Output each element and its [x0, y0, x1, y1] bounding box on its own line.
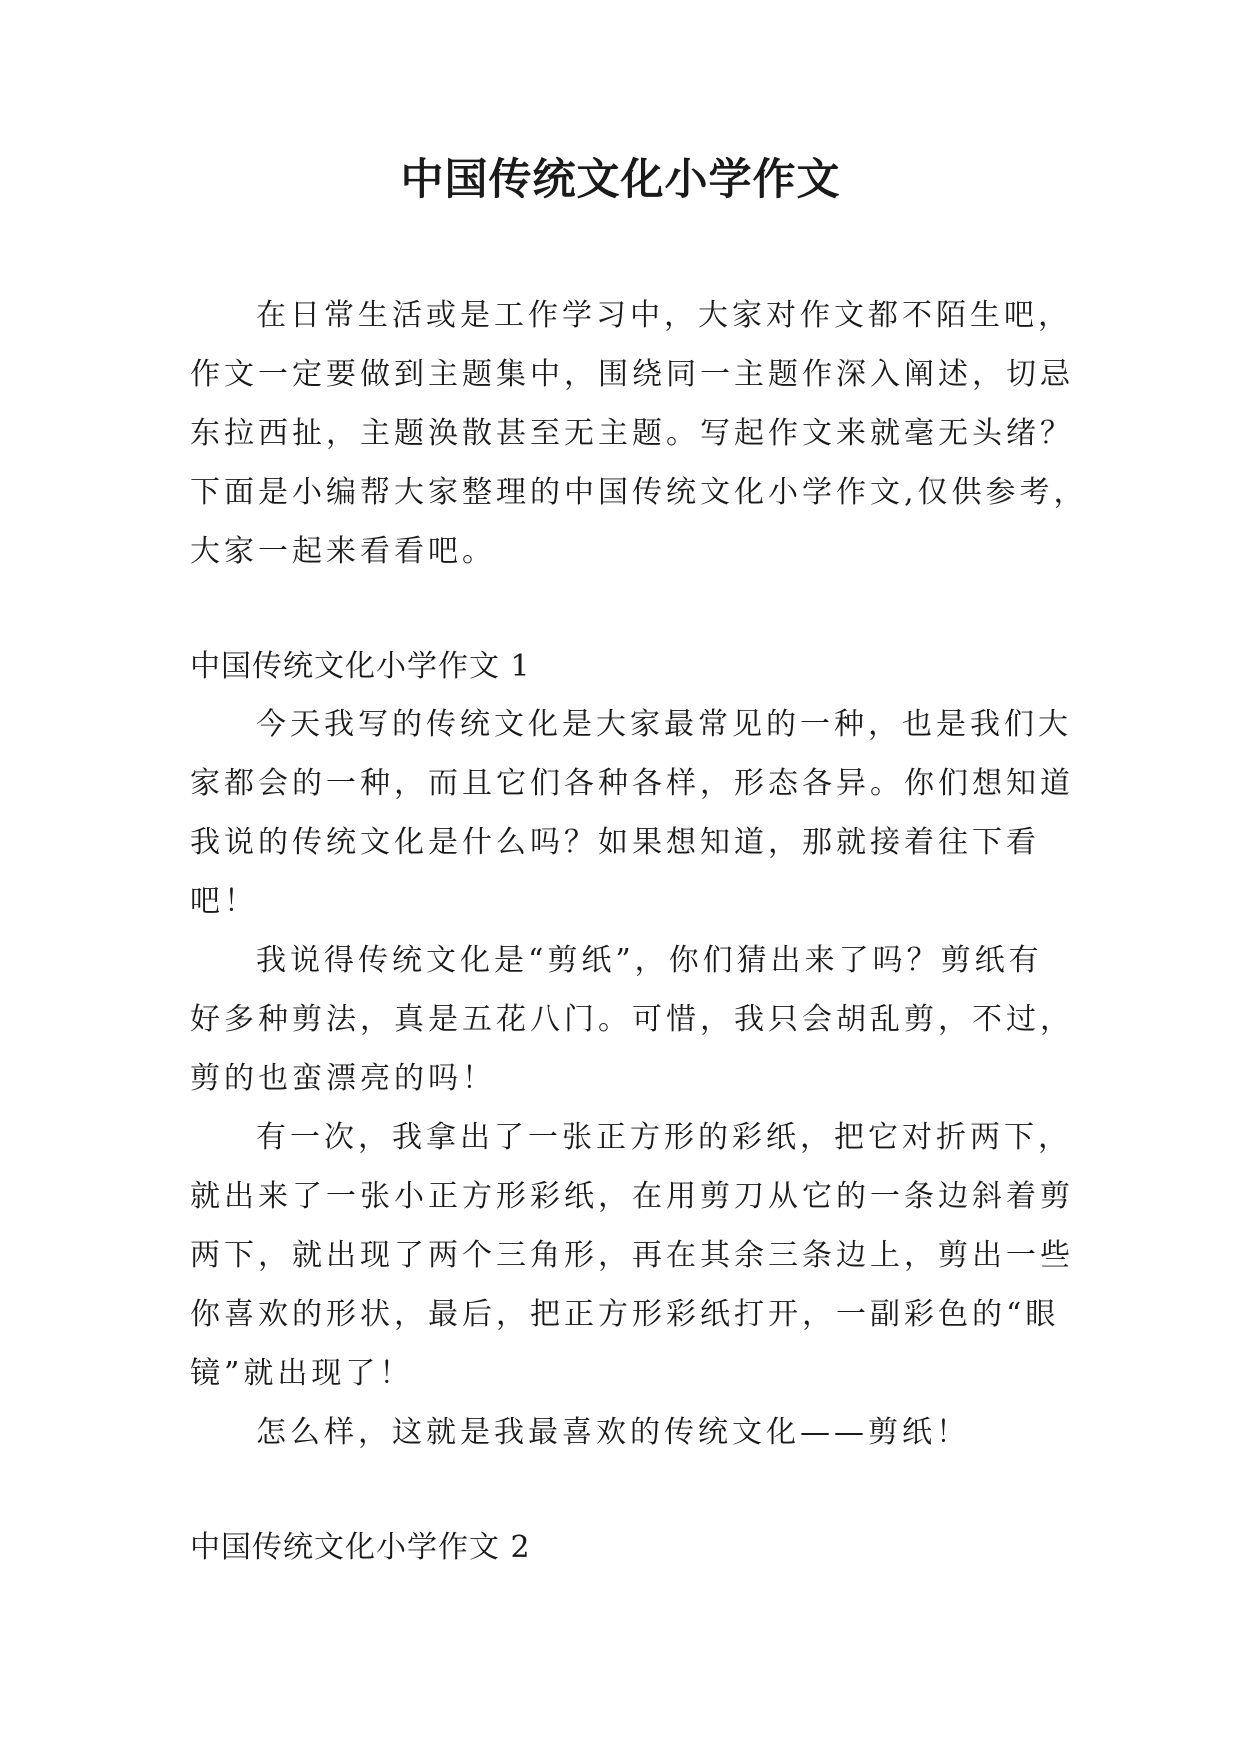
- intro-line: 大家一起来看看吧。: [190, 534, 496, 569]
- essay-1-paragraph-1-line: 今天我写的传统文化是大家最常见的一种，也是我们大: [256, 707, 1072, 742]
- essay-1-paragraph-1-line: 我说的传统文化是什么吗？如果想知道，那就接着往下看: [190, 825, 1040, 860]
- page-title: 中国传统文化小学作文: [400, 155, 841, 205]
- essay-1-paragraph-3-line: 两下，就出现了两个三角形，再在其余三条边上，剪出一些: [190, 1238, 1074, 1273]
- essay-1-paragraph-3-line: 有一次，我拿出了一张正方形的彩纸，把它对折两下，: [256, 1120, 1072, 1155]
- intro-line: 下面是小编帮大家整理的中国传统文化小学作文,仅供参考，: [190, 475, 1088, 510]
- essay-1-paragraph-3-line: 就出来了一张小正方形彩纸，在用剪刀从它的一条边斜着剪: [190, 1179, 1074, 1214]
- essay-2-heading: 中国传统文化小学作文 2: [190, 1530, 531, 1565]
- intro-line: 作文一定要做到主题集中，围绕同一主题作深入阐述，切忌: [190, 357, 1074, 392]
- essay-1-paragraph-1-line: 吧！: [190, 884, 258, 919]
- essay-1-paragraph-4-line: 怎么样，这就是我最喜欢的传统文化——剪纸！: [256, 1415, 970, 1450]
- intro-line: 在日常生活或是工作学习中，大家对作文都不陌生吧，: [256, 298, 1072, 333]
- essay-1-paragraph-2-line: 剪的也蛮漂亮的吗！: [190, 1061, 496, 1096]
- essay-1-paragraph-3-line: 你喜欢的形状，最后，把正方形彩纸打开，一副彩色的“眼: [190, 1297, 1060, 1332]
- essay-1-paragraph-3-line: 镜”就出现了！: [190, 1356, 414, 1391]
- essay-1-paragraph-2-line: 好多种剪法，真是五花八门。可惜，我只会胡乱剪，不过，: [190, 1002, 1074, 1037]
- essay-1-heading: 中国传统文化小学作文 1: [190, 649, 531, 684]
- essay-1-paragraph-1-line: 家都会的一种，而且它们各种各样，形态各异。你们想知道: [190, 766, 1074, 801]
- intro-line: 东拉西扯，主题涣散甚至无主题。写起作文来就毫无头绪？: [190, 416, 1074, 451]
- essay-1-paragraph-2-line: 我说得传统文化是“剪纸”，你们猜出来了吗？剪纸有: [256, 943, 1043, 978]
